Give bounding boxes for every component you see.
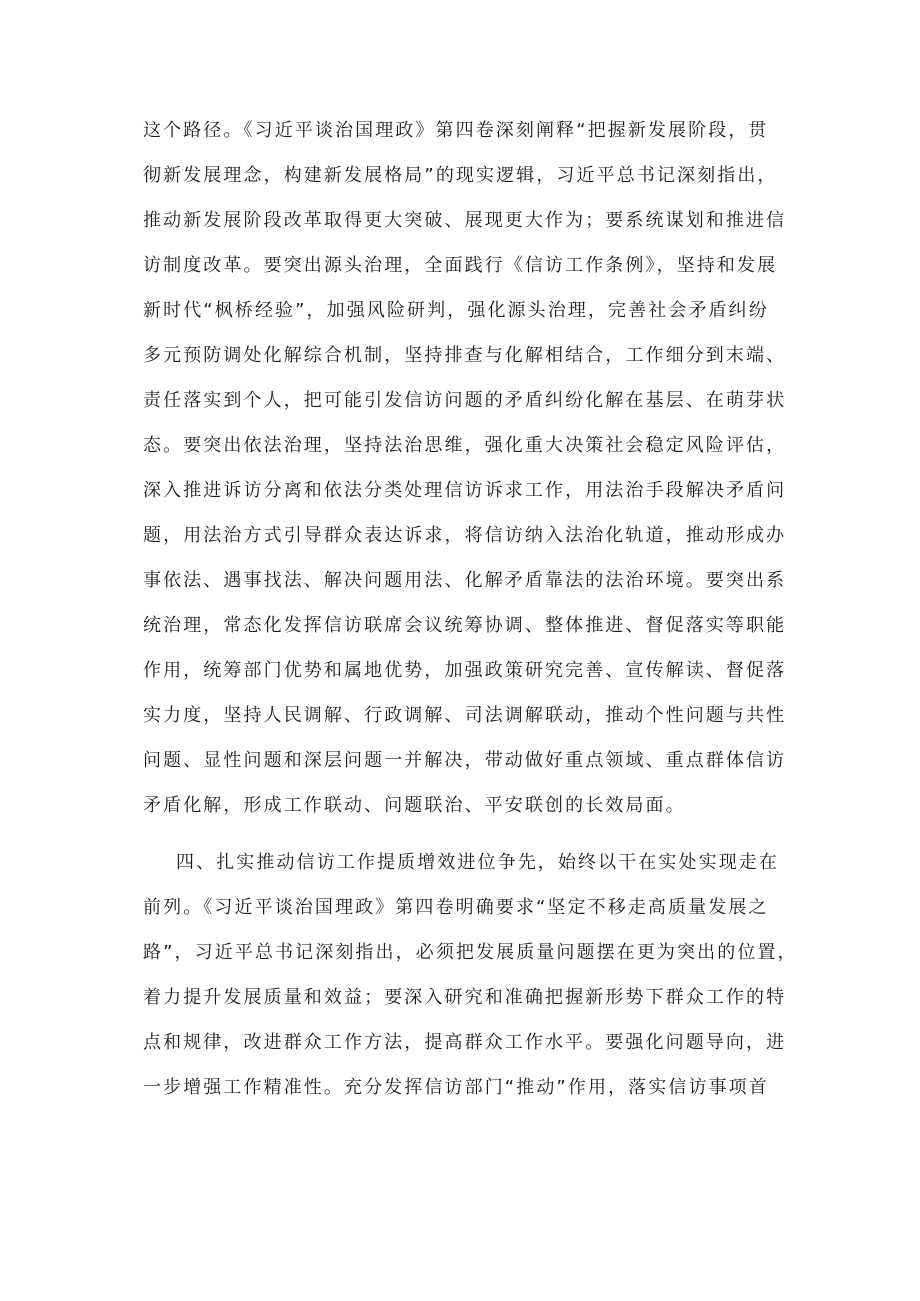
- text-line: 多元预防调处化解综合机制，坚持排查与化解相结合，工作细分到末端、: [143, 345, 787, 366]
- text-line: 路”，习近平总书记深刻指出，必须把发展质量问题摆在更为突出的位置，: [143, 942, 798, 963]
- text-line: 统治理，常态化发挥信访联席会议统筹协调、整体推进、督促落实等职能: [143, 615, 787, 636]
- text-line: 深入推进诉访分离和依法分类处理信访诉求工作，用法治手段解决矛盾问: [143, 480, 787, 501]
- text-line: 推动新发展阶段改革取得更大突破、展现更大作为；要系统谋划和推进信: [143, 210, 787, 231]
- text-line: 前列。《习近平谈治国理政》第四卷明确要求“坚定不移走高质量发展之: [143, 897, 769, 918]
- text-line: 事依法、遇事找法、解决问题用法、化解矛盾靠法的法治环境。要突出系: [143, 570, 787, 591]
- text-line: 矛盾化解，形成工作联动、问题联治、平安联创的长效局面。: [143, 795, 686, 816]
- text-line: 题，用法治方式引导群众表达诉求，将信访纳入法治化轨道，推动形成办: [143, 525, 787, 546]
- text-line: 实力度，坚持人民调解、行政调解、司法调解联动，推动个性问题与共性: [143, 705, 787, 726]
- text-line: 责任落实到个人，把可能引发信访问题的矛盾纠纷化解在基层、在萌芽状: [143, 390, 787, 411]
- text-line: 问题、显性问题和深层问题一并解决，带动做好重点领域、重点群体信访: [143, 750, 787, 771]
- text-line: 一步增强工作精准性。充分发挥信访部门“推动”作用，落实信访事项首: [143, 1077, 769, 1098]
- text-line: 态。要突出依法治理，坚持法治思维，强化重大决策社会稳定风险评估，: [143, 435, 787, 456]
- text-line: 着力提升发展质量和效益；要深入研究和准确把握新形势下群众工作的特: [143, 987, 787, 1008]
- paragraph-start-line: 四、扎实推动信访工作提质增效进位争先，始终以干在实处实现走在: [176, 852, 779, 873]
- text-line: 彻新发展理念，构建新发展格局”的现实逻辑，习近平总书记深刻指出，: [143, 165, 778, 186]
- text-line: 访制度改革。要突出源头治理，全面践行《信访工作条例》，坚持和发展: [143, 255, 778, 276]
- text-line: 新时代“枫桥经验”，加强风险研判，强化源头治理，完善社会矛盾纠纷: [143, 300, 769, 321]
- text-line: 这个路径。《习近平谈治国理政》第四卷深刻阐释“把握新发展阶段，贯: [143, 120, 769, 141]
- text-line: 作用，统筹部门优势和属地优势，加强政策研究完善、宣传解读、督促落: [143, 660, 787, 681]
- text-line: 点和规律，改进群众工作方法，提高群众工作水平。要强化问题导向，进: [143, 1032, 787, 1053]
